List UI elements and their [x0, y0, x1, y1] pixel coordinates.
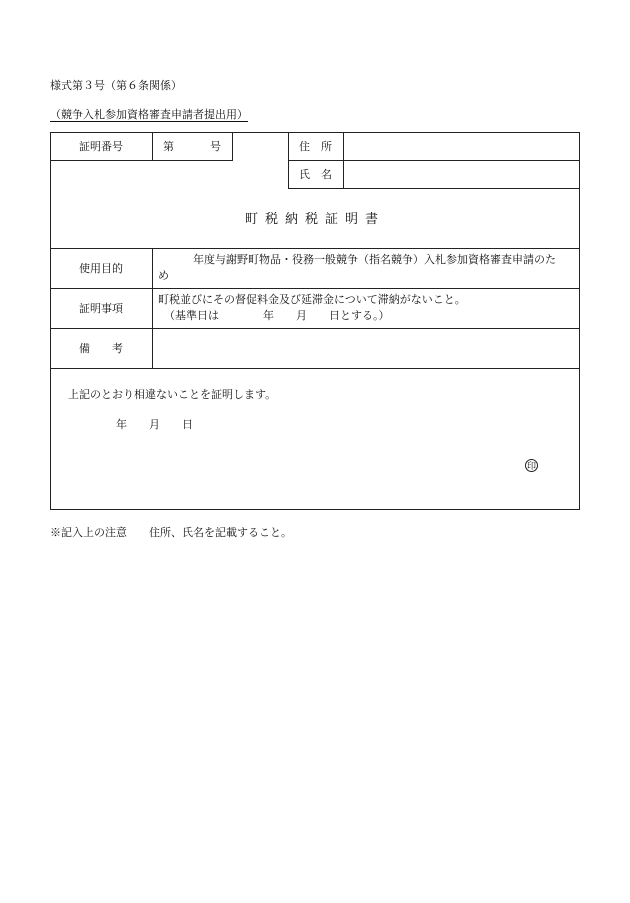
certified-matters-line2: （基準日は 年 月 日とする。） [164, 309, 390, 322]
cert-number-suffix: 号 [210, 140, 221, 153]
certification-statement: 上記のとおり相違ないことを証明します。 [68, 388, 277, 401]
document-title: 町税納税証明書 [244, 211, 385, 227]
divider [152, 248, 153, 368]
divider [50, 160, 233, 161]
seal-mark: 印 [525, 459, 538, 472]
divider [232, 132, 233, 160]
address-label: 住 所 [299, 140, 332, 153]
cert-number-prefix: 第 [163, 140, 174, 153]
address-field[interactable] [350, 132, 575, 160]
name-label: 氏 名 [299, 168, 332, 181]
form-number-label: 様式第３号（第６条関係） [50, 79, 182, 92]
remarks-field[interactable] [160, 328, 575, 368]
purpose-text-line1: 年度与謝野町物品・役務一般競争（指名競争）入札参加資格審査申請のた [193, 253, 556, 266]
purpose-text-line2: め [158, 269, 169, 282]
remarks-label: 備 考 [79, 342, 123, 355]
purpose-label: 使用目的 [79, 262, 123, 275]
name-field[interactable] [350, 160, 575, 188]
certified-matters-label: 証明事項 [79, 302, 123, 315]
divider [50, 368, 580, 369]
cert-number-label: 証明番号 [79, 140, 123, 153]
certification-date: 年 月 日 [116, 418, 193, 431]
divider [288, 188, 580, 189]
certified-matters-line1: 町税並びにその督促料金及び延滞金について滞納がないこと。 [158, 293, 466, 306]
divider [152, 132, 153, 160]
divider [343, 132, 344, 188]
entry-note: ※記入上の注意 住所、氏名を記載すること。 [50, 526, 292, 539]
submission-purpose-label: （競争入札参加資格審査申請者提出用） [50, 108, 248, 121]
